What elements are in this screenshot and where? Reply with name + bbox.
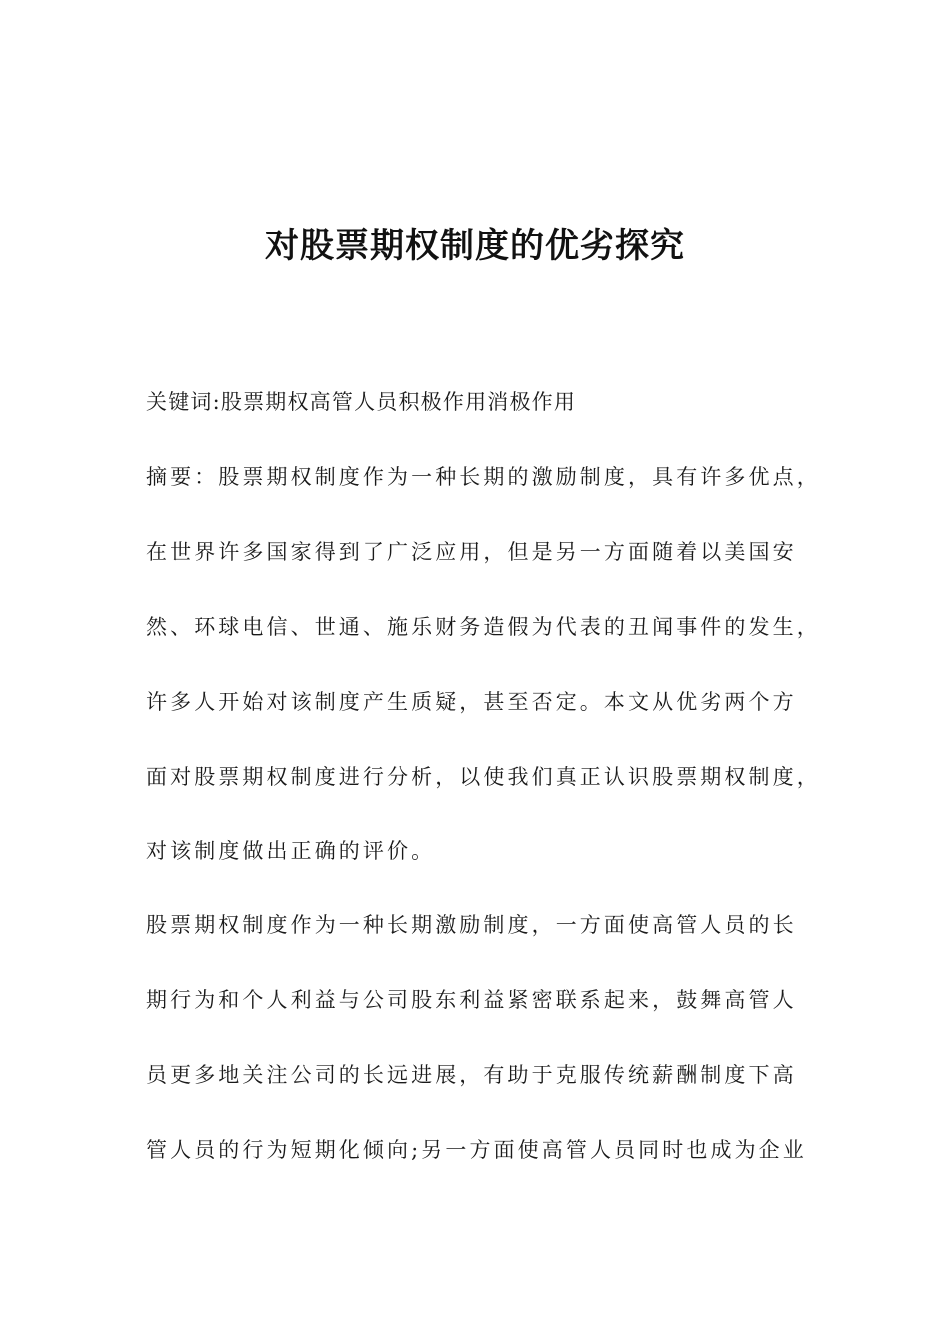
abstract-line: 然、环球电信、世通、施乐财务造假为代表的丑闻事件的发生， — [146, 615, 821, 639]
abstract-line: 许多人开始对该制度产生质疑，甚至否定。本文从优劣两个方 — [146, 690, 797, 714]
body-line: 员更多地关注公司的长远进展，有助于克服传统薪酬制度下高 — [146, 1063, 797, 1087]
document-title: 对股票期权制度的优劣探究 — [265, 226, 685, 266]
abstract-line: 对该制度做出正确的评价。 — [146, 839, 436, 863]
body-line: 管人员的行为短期化倾向;另一方面使高管人员同时也成为企业 — [146, 1138, 807, 1162]
keywords-line: 关键词:股票期权高管人员积极作用消极作用 — [146, 390, 577, 414]
body-line: 期行为和个人利益与公司股东利益紧密联系起来，鼓舞高管人 — [146, 988, 797, 1012]
abstract-line: 在世界许多国家得到了广泛应用，但是另一方面随着以美国安 — [146, 540, 797, 564]
abstract-line: 面对股票期权制度进行分析，以使我们真正认识股票期权制度， — [146, 765, 821, 789]
body-line: 股票期权制度作为一种长期激励制度，一方面使高管人员的长 — [146, 913, 797, 937]
abstract-line: 摘要：股票期权制度作为一种长期的激励制度，具有许多优点， — [146, 465, 821, 489]
